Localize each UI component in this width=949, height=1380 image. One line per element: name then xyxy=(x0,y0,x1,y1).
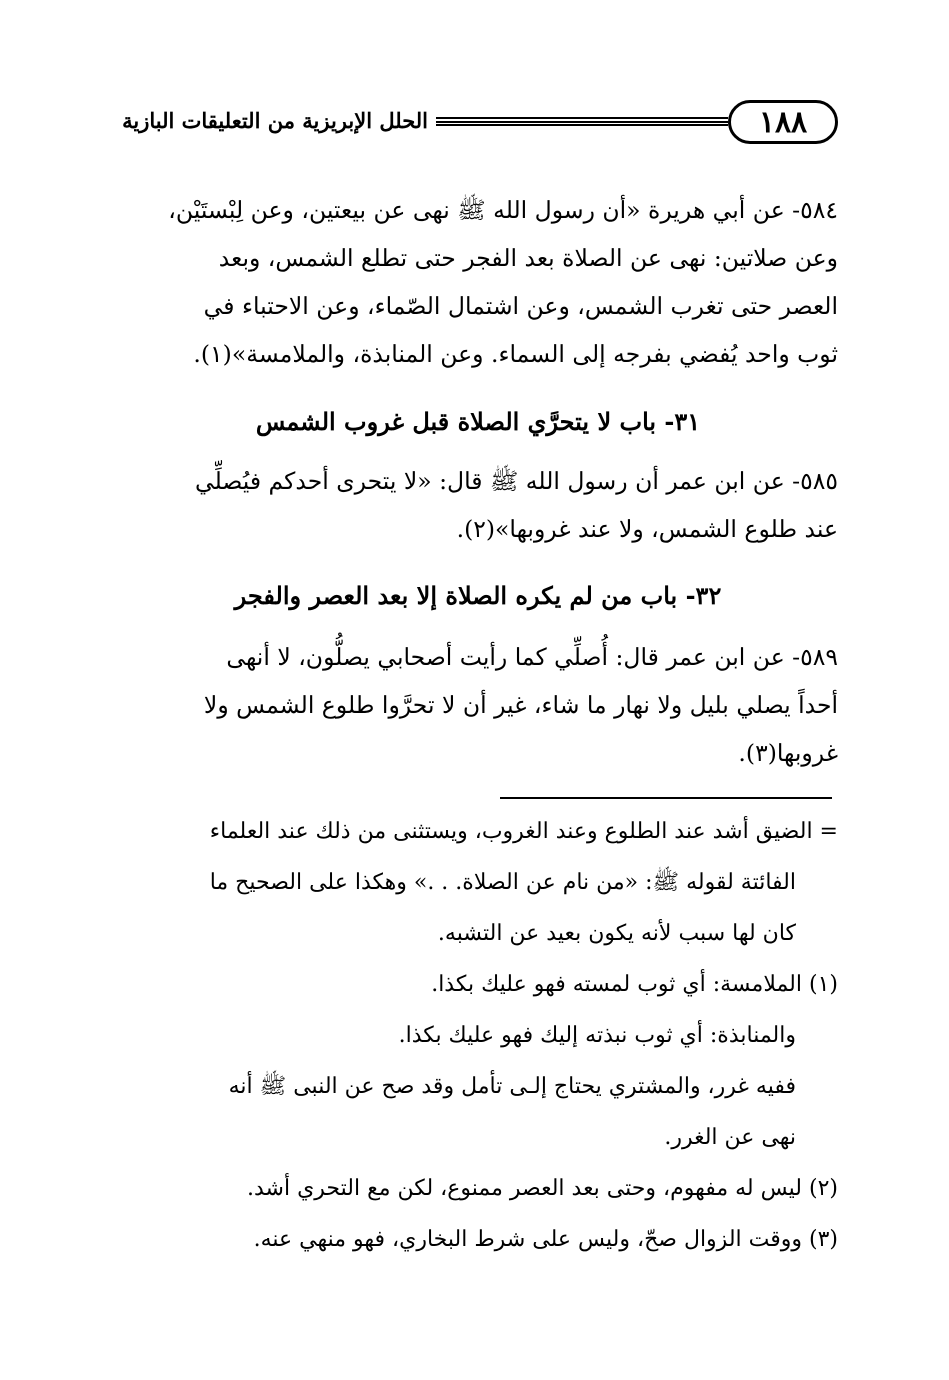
hadith-589 xyxy=(118,633,838,777)
footnote-separator xyxy=(500,797,832,799)
hadith-585 xyxy=(118,457,838,553)
text-line: ٥٨٤- عن أبي هريرة «أن رسول الله ﷺ نهى عن بيعتين، وعن لِبْستَيْن، xyxy=(168,196,838,224)
text-line: أحداً يصلي بليل ولا نهار ما شاء، غير أن لا تحرَّوا طلوع الشمس ولا xyxy=(203,691,838,719)
text-line: ٥٨٩- عن ابن عمر قال: أُصلِّي كما رأيت أصحابي يصلُّون، لا أنهى xyxy=(226,643,838,671)
chapter-32-heading: ٣٢- باب من لم يكره الصلاة إلا بعد العصر والفجر xyxy=(234,581,722,610)
footnote-line: كان لها سبب لأنه يكون بعيد عن التشبه. xyxy=(437,921,796,946)
text-line: وعن صلاتين: نهى عن الصلاة بعد الفجر حتى تطلع الشمس، وبعد xyxy=(218,244,838,272)
footnote-2: (٢) ليس له مفهوم، وحتى بعد العصر ممنوع، لكن مع التحري أشد. xyxy=(246,1176,838,1201)
footnote-line: = الضيق أشد عند الطلوع وعند الغروب، ويستثنى من ذلك عند العلماء xyxy=(209,819,838,844)
text-line: العصر حتى تغرب الشمس، وعن اشتمال الصّماء، وعن الاحتباء في xyxy=(203,292,838,320)
text-line: عند طلوع الشمس، ولا عند غروبها»(٢). xyxy=(456,515,838,543)
header-rule xyxy=(436,117,728,126)
text-line: غروبها(٣). xyxy=(738,739,838,767)
text-line: ٥٨٥- عن ابن عمر أن رسول الله ﷺ قال: «لا يتحرى أحدكم فيُصلِّي xyxy=(194,467,838,495)
footnote-line: نهى عن الغرر. xyxy=(664,1125,796,1150)
footnotes xyxy=(118,806,838,1265)
text-line: ثوب واحد يُفضي بفرجه إلى السماء. وعن المنابذة، والملامسة»(١). xyxy=(193,340,838,368)
footnote-3: (٣) ووقت الزوال صحّ، وليس على شرط البخاري، فهو منهي عنه. xyxy=(253,1227,838,1252)
footnote-line: الفائتة لقوله ﷺ: «من نام عن الصلاة. . .» وهكذا على الصحيح ما xyxy=(209,870,796,895)
footnote-line: والمنابذة: أي ثوب نبذته إليك فهو عليك بكذا. xyxy=(398,1023,796,1048)
page-header xyxy=(118,94,838,154)
page-number: ١٨٨ xyxy=(728,100,838,144)
chapter-31-heading: ٣١- باب لا يتحرَّي الصلاة قبل غروب الشمس xyxy=(255,407,701,436)
footnote-line: ففيه غرر، والمشتري يحتاج إلـى تأمل وقد صح عن النبى ﷺ أنه xyxy=(228,1074,796,1099)
running-title: الحلل الإبريزية من التعليقات البازية xyxy=(122,108,428,133)
footnote-1: (١) الملامسة: أي ثوب لمسته فهو عليك بكذا. xyxy=(431,972,838,997)
hadith-584 xyxy=(118,186,838,378)
